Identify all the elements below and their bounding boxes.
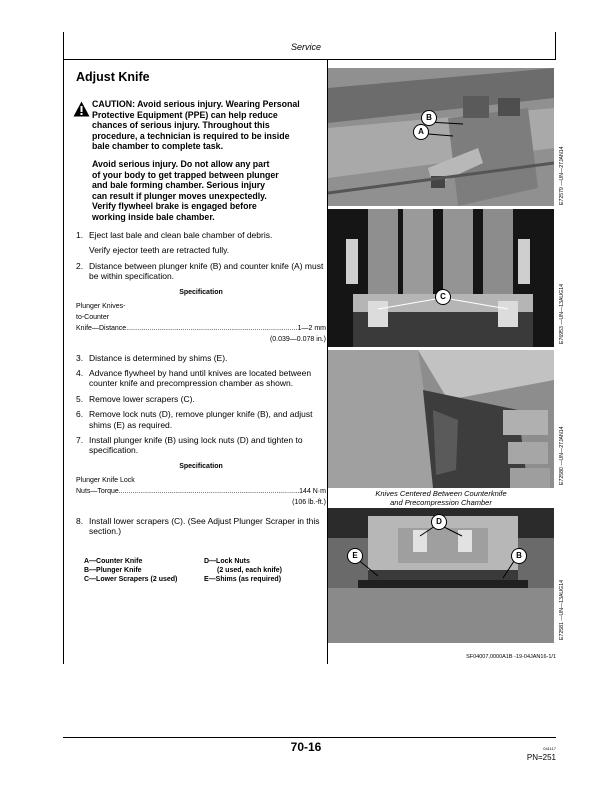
step-1 [76,230,326,240]
step-1-note [76,245,326,255]
callout-b: B [511,548,527,564]
leader-dots [126,323,297,334]
leader-dots [119,486,299,497]
page-number: 70-16 [290,740,322,754]
footer-rule [63,737,556,738]
callout-c: C [435,289,451,305]
legend-right [204,557,282,585]
spec-value-alt: (106 lb.-ft.) [292,498,326,506]
step-number: 1. [76,230,84,240]
caption-line: Knives Centered Between Counterknife [375,489,507,498]
caution-line: and bale forming chamber. Serious injury [92,180,266,191]
step-text: Remove lock nuts (D), remove plunger knife (B), and adjust shims (E) as required. [89,409,313,430]
footer-code: 041117 [543,746,556,751]
spec-distance [76,287,326,345]
photo-id: E76953 —UN—13AUG14 [559,284,565,344]
step-number: 6. [76,409,84,420]
photo-lower-scrapers [328,209,554,347]
step-text: Verify ejector teeth are retracted fully. [89,245,230,256]
step-text: Advance flywheel by hand until knives are located between counter knife and precompression chamber as shown. [89,368,312,389]
step-text: Install lower scrapers (C). (See Adjust Plunger Scraper in this section.) [89,515,320,537]
caption-line: and Precompression Chamber [390,498,492,507]
caution-line: of your body to get trapped between plunger [92,169,279,180]
page-title: Adjust Knife [76,70,150,84]
step-text: Distance between plunger knife (B) and counter knife (A) must be within specification. [89,260,324,282]
legend-item: C—Lower Scrapers (2 used) [84,576,178,584]
caution-line: CAUTION: Avoid serious injury. Wearing Personal [92,99,300,109]
photo-counter-knife [328,68,554,206]
caution-line: can result if plunger moves unexpectedly. [92,190,267,201]
photo-caption [328,489,554,507]
legend-item: B—Plunger Knife [84,567,142,575]
step-2 [76,261,326,282]
spec-row [76,486,326,497]
spec-row [76,323,326,334]
step-text: Install plunger knife (B) using lock nuts (D) and tighten to specification. [89,435,303,456]
spec-value: 144 N·m [299,487,326,495]
step-text: Eject last bale and clean bale chamber of debris. [89,230,273,240]
spec-heading: Specification [179,462,223,470]
caution-line: bale chamber to complete task. [92,141,224,152]
section-header: Service [290,42,321,52]
step-number: 4. [76,368,84,379]
spec-torque [76,461,326,508]
caution-line: Protective Equipment (PPE) can help reduce [92,109,278,120]
caution-line: Avoid serious injury. Do not allow any part [92,158,270,169]
document-reference: SF04007,0000A1B -19-04JAN16-1/1 [466,654,556,660]
photo-knives-centered [328,350,554,488]
spec-value: 1—2 mm [297,324,326,332]
warning-icon [73,101,90,117]
callout-e: E [347,548,363,564]
content-left-rule [63,59,64,664]
pn-number: PN=251 [526,753,556,762]
spec-label: Knife—Distance [76,324,127,332]
legend-item: (2 used, each knife) [217,567,282,575]
step-number: 7. [76,435,84,446]
caution-ppe [92,99,324,152]
header-rule [63,59,556,60]
caution-line: chances of serious injury. Throughout this [92,120,270,131]
step-number: 5. [76,393,84,404]
spec-value-alt: (0.039—0.078 in.) [269,335,326,343]
step-6 [76,409,326,430]
caution-line: working inside bale chamber. [92,211,215,222]
legend-item: A—Counter Knife [84,558,143,565]
photo-id: E72580 —UN—27JAN14 [559,426,565,485]
step-text: Remove lower scrapers (C). [89,393,195,404]
step-text: Distance is determined by shims (E). [89,352,228,363]
photo-3-image [328,350,554,488]
callout-d: D [431,514,447,530]
photo-lock-nuts-shims [328,508,554,643]
spec-label: Nuts—Torque [76,487,119,495]
photo-id: E72579 —UN—27JAN14 [559,146,565,205]
spec-label-line: Plunger Knife Lock [76,476,135,484]
step-5 [76,394,326,404]
legend-item: D—Lock Nuts [204,558,250,565]
step-number: 3. [76,352,84,363]
spec-label-line: to-Counter [76,313,110,321]
step-4 [76,368,326,389]
step-7 [76,435,326,456]
photo-2-image [328,209,554,347]
step-number: 8. [76,515,84,526]
step-number: 2. [76,260,84,271]
legend-left [84,557,177,585]
caution-block [92,99,324,230]
caution-trap [92,159,324,223]
caution-line: Verify flywheel brake is engaged before [92,201,257,212]
step-3 [76,353,326,363]
spec-label-line: Plunger Knives- [76,302,126,310]
photo-id: E72581 —UN—13AUG14 [559,580,565,640]
callout-a: A [413,124,429,140]
spec-heading: Specification [179,288,223,296]
photo-1-image [328,68,554,206]
legend-item: E—Shims (as required) [204,576,282,584]
step-8 [76,516,326,537]
callout-b: B [421,110,437,126]
procedure-steps [76,230,326,542]
caution-line: procedure, a technician is required to be inside [92,130,290,141]
